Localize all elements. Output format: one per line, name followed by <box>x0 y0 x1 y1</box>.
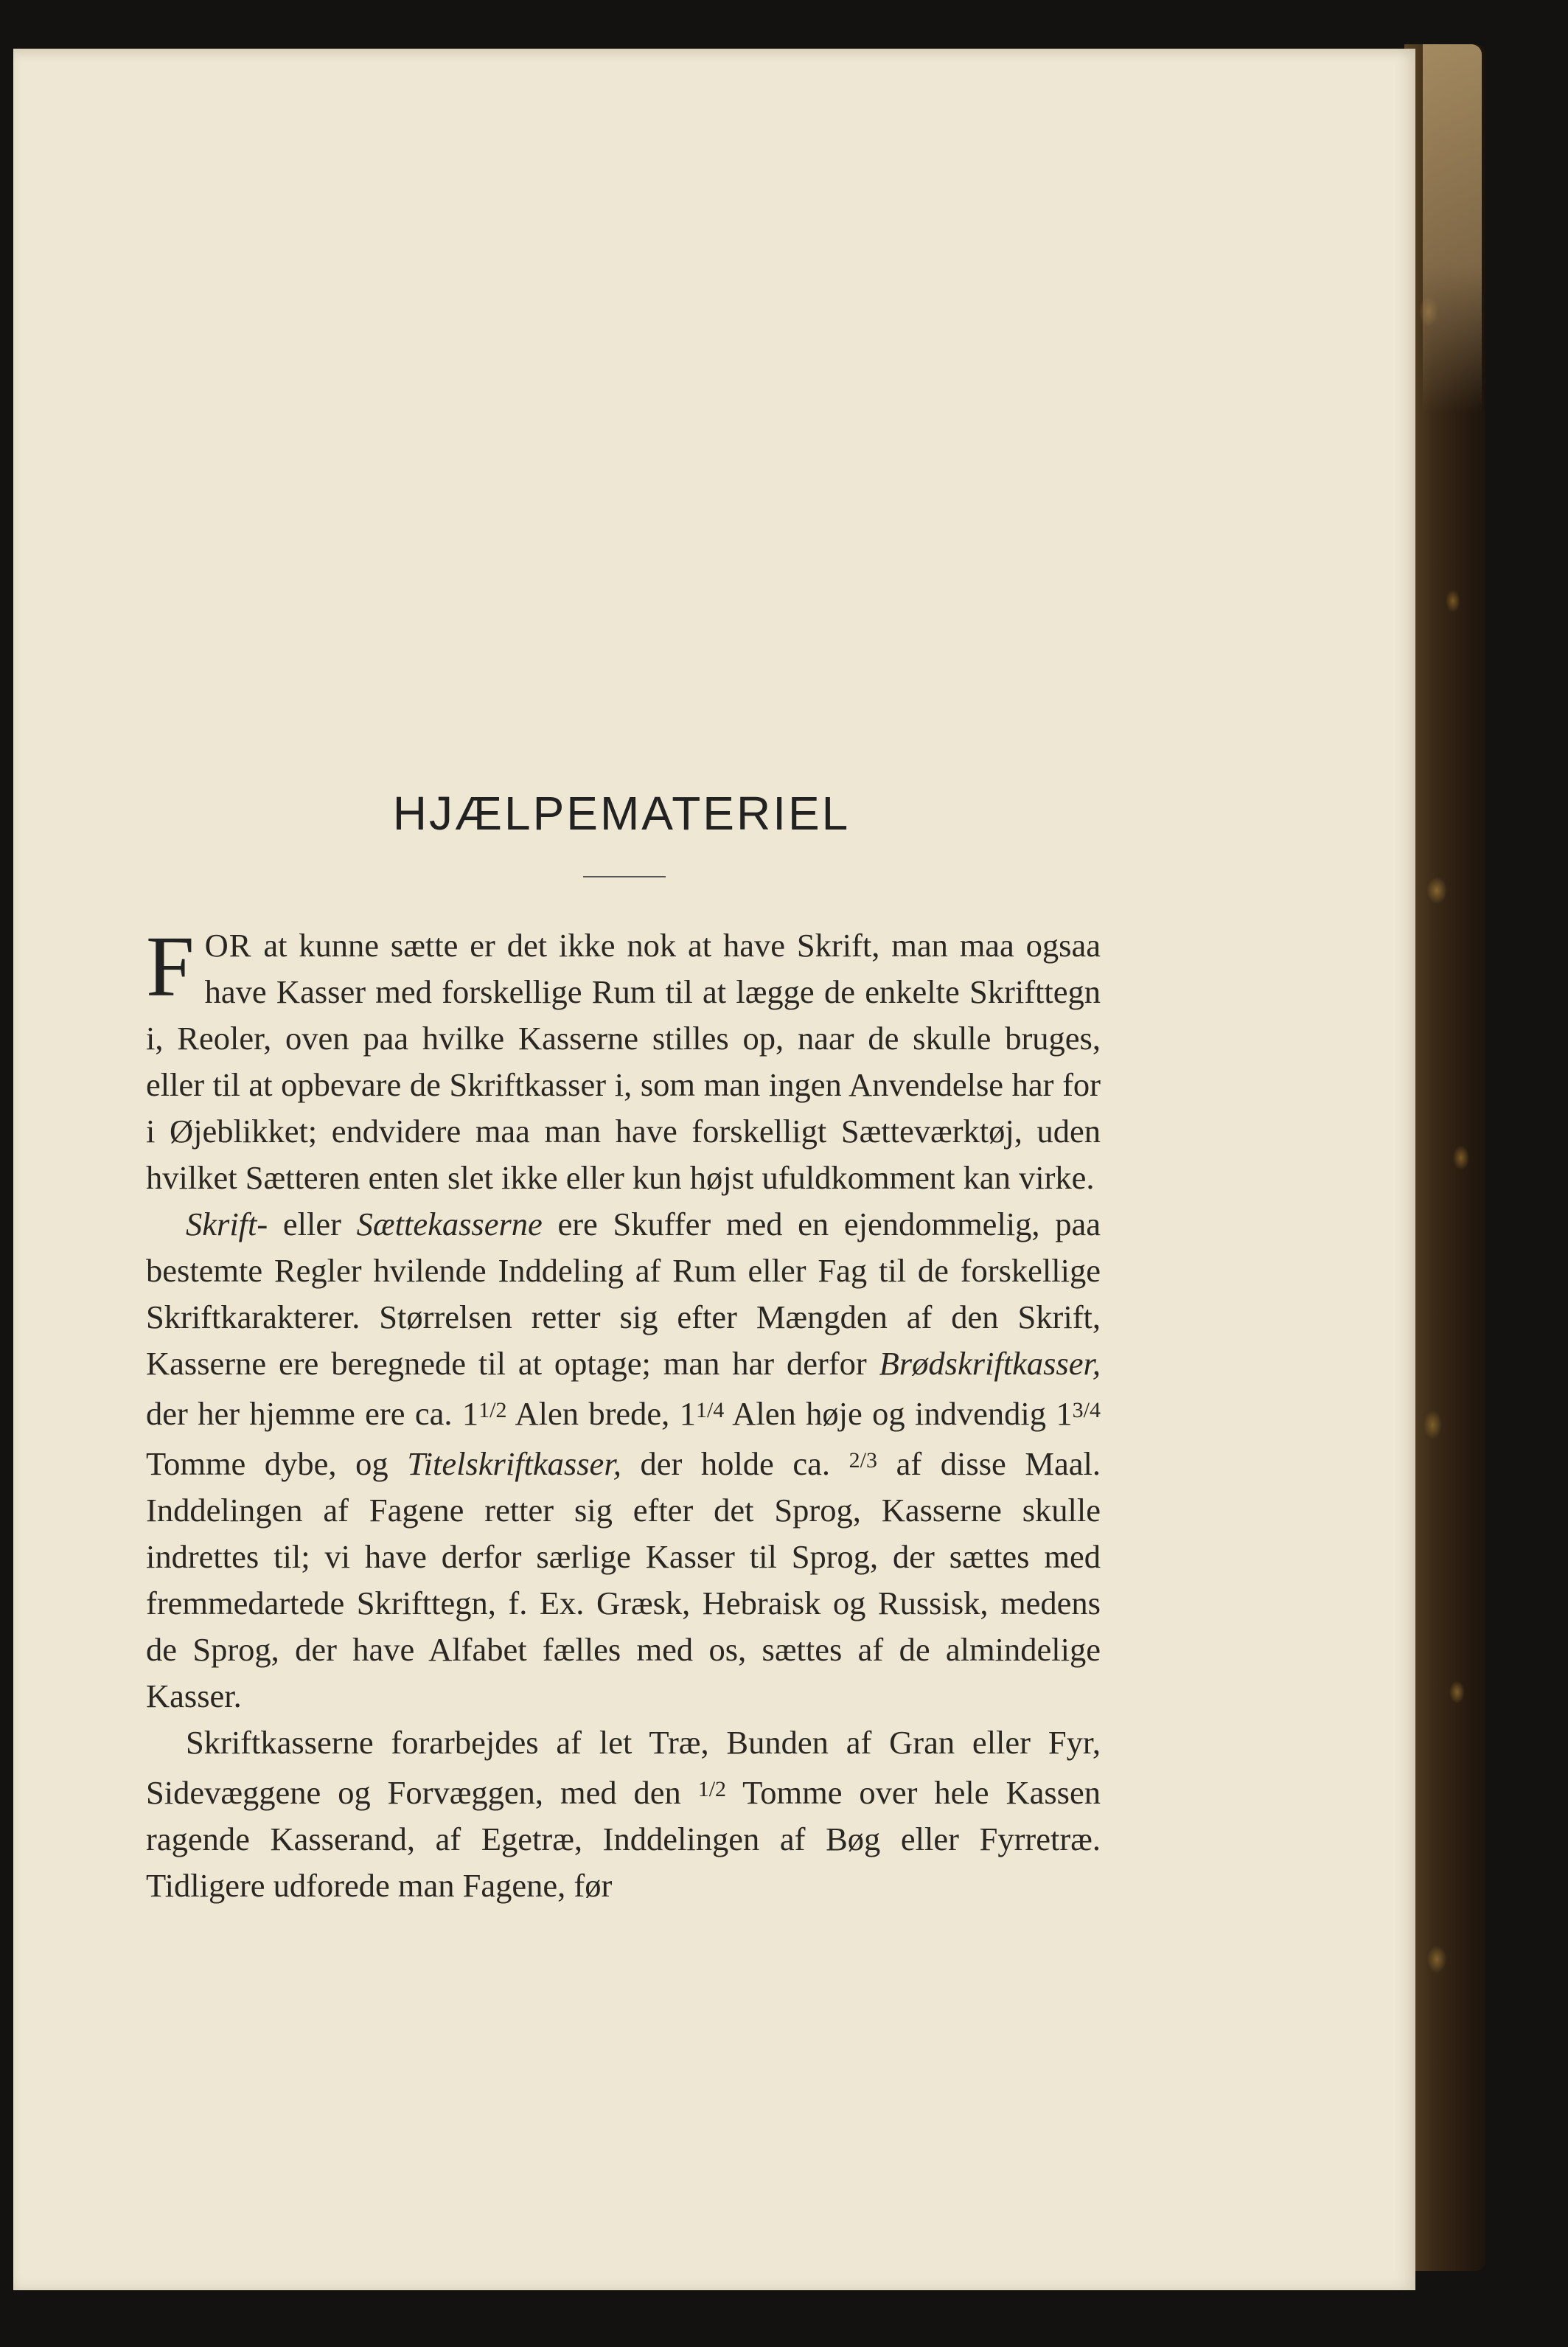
book-page <box>13 49 1415 2290</box>
paragraph-1 <box>146 918 1101 1201</box>
fraction: 1/2 <box>697 1777 727 1801</box>
paragraph-2 <box>146 1201 1101 1720</box>
fraction: 1/4 <box>695 1398 725 1422</box>
term-saettekasserne: Sættekasserne <box>356 1206 543 1242</box>
text-run: der her hjemme ere ca. 1 <box>146 1395 479 1432</box>
paragraph-1-text: at kunne sætte er det ikke nok at have Skrift, man maa ogsaa have Kasser med forskellige Rum til at lægge de enkelte Skrifttegn i, Reoler, oven paa hvilke Kasserne stilles op, naar de skulle bruges, eller til at opbevare de Skriftkasser i, som man ingen Anvendelse har for i Øjeblikket; endvidere maa man have forskelligt Sætteværktøj, uden hvilket Sætteren enten slet ikke eller kun højst ufuldkomment kan virke. <box>146 927 1101 1196</box>
term-titelskriftkasser: Titelskriftkasser, <box>407 1445 621 1482</box>
title-divider <box>583 876 666 877</box>
body-text <box>146 918 1101 1909</box>
page-title: HJÆLPEMATERIEL <box>392 787 851 840</box>
lead-in: OR <box>204 927 252 964</box>
text-run: ere Skuffer med en ejendommelig, paa bestemte Regler hvilende Inddeling af Rum eller Fag til de forskellige Skriftkarakterer. Størrelsen retter sig efter Mængden af den Skrift, Kasserne ere beregnede til at optage; man har derfor <box>146 1206 1101 1382</box>
paragraph-3 <box>146 1720 1101 1909</box>
drop-cap: F <box>146 918 195 1015</box>
text-run: der holde ca. <box>621 1445 849 1482</box>
term-skrift: Skrift- <box>186 1206 268 1242</box>
text-run: eller <box>268 1206 357 1242</box>
fraction: 3/4 <box>1072 1398 1101 1422</box>
text-run: Skriftkasserne forarbejdes af let Træ, Bunden af Gran eller Fyr, Sidevæggene og Forvæggen, med den <box>146 1724 1101 1811</box>
text-run: Tomme over hele Kassen ragende Kasserand, af Egetræ, Inddelingen af Bøg eller Fyrretræ. Tidligere udforede man Fagene, før <box>146 1774 1101 1904</box>
text-run: af disse Maal. Inddelingen af Fagene retter sig efter det Sprog, Kasserne skulle indrettes til; vi have derfor særlige Kasser til Sprog, der sættes med fremmedartede Skrifttegn, f. Ex. Græsk, Hebraisk og Russisk, medens de Sprog, der have Alfabet fælles med os, sættes af de almindelige Kasser. <box>146 1445 1101 1714</box>
text-run: Alen brede, 1 <box>506 1395 696 1432</box>
fraction: 2/3 <box>849 1448 877 1472</box>
text-run: Alen høje og indvendig 1 <box>724 1395 1073 1432</box>
text-run: Tomme dybe, og <box>146 1445 408 1482</box>
fraction: 1/2 <box>478 1398 507 1422</box>
book-cover-corner <box>1423 44 1482 413</box>
term-brodskriftkasser: Brødskriftkasser, <box>879 1345 1101 1382</box>
